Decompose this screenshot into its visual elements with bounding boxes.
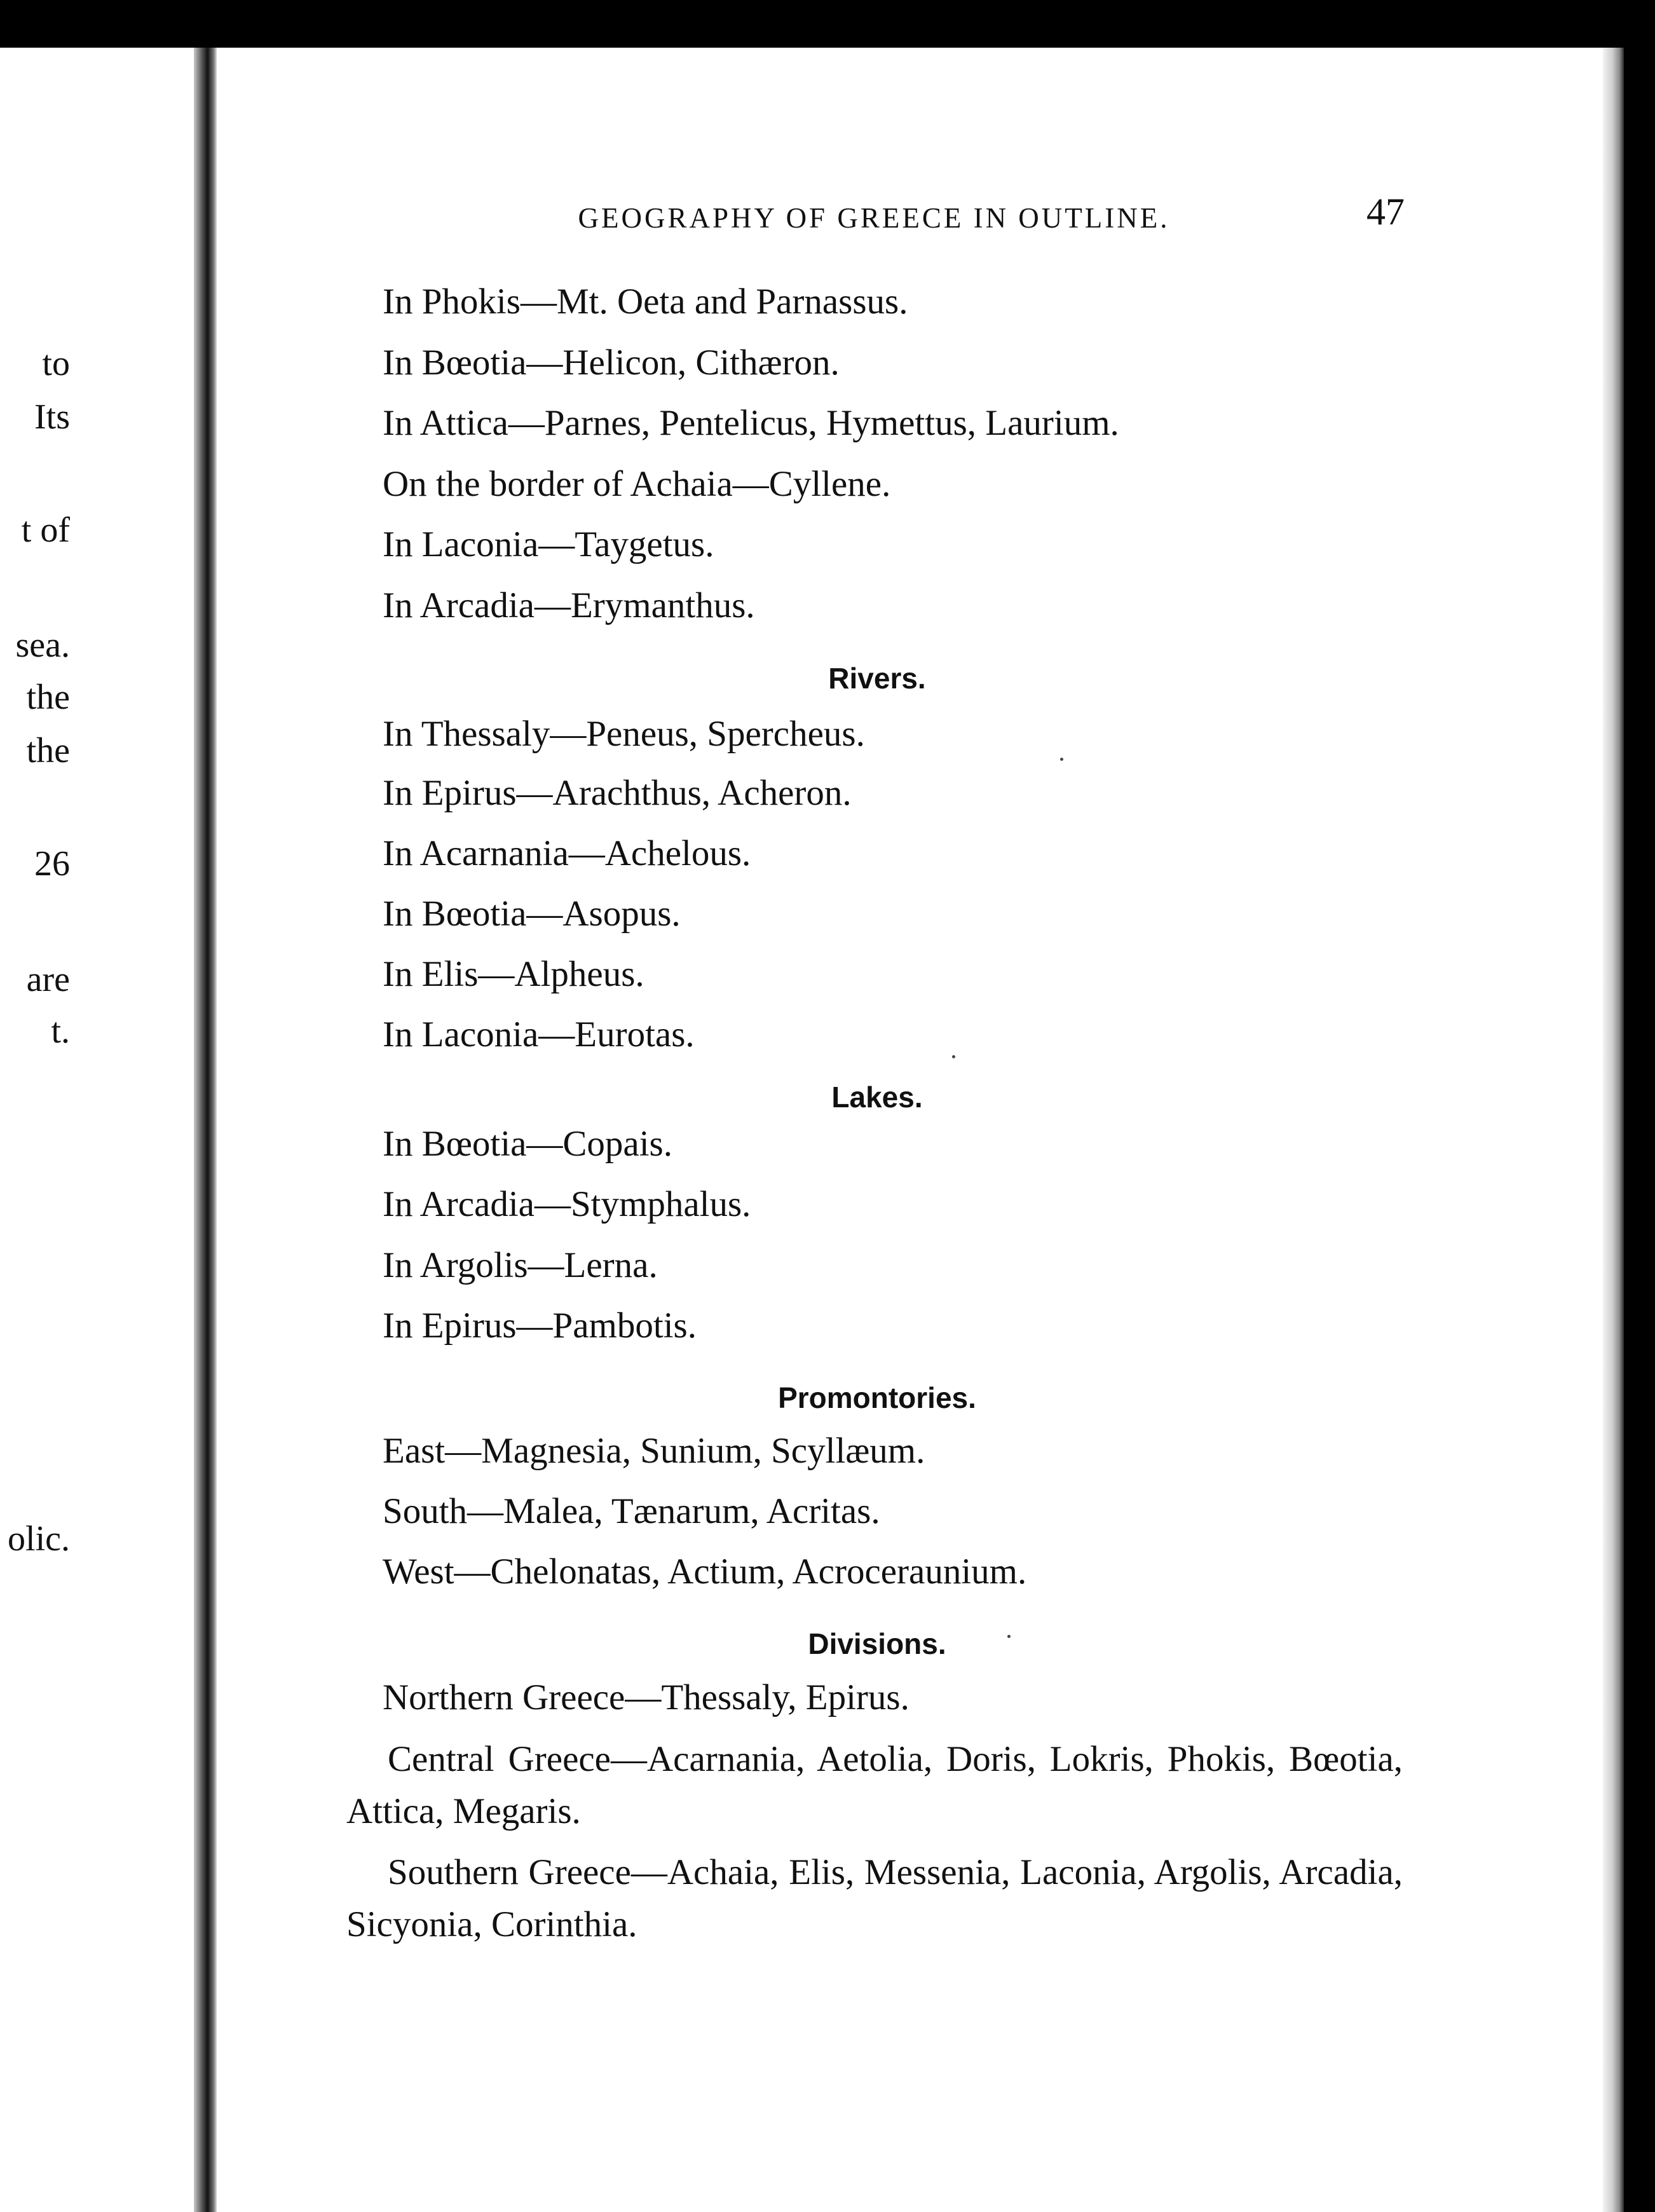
mountain-entry: In Phokis—Mt. Oeta and Parnassus. (383, 282, 908, 322)
facing-page-fragment: are (26, 960, 70, 999)
facing-page-fragment: to (42, 344, 70, 383)
division-entry-central: Central Greece—Acarnania, Aetolia, Doris, Lokris, Phokis, Bœotia, Attica, Megaris. (346, 1739, 1403, 1831)
lake-entry: In Bœotia—Copais. (383, 1124, 672, 1164)
mountain-entry: In Bœotia—Helicon, Cithæron. (383, 343, 840, 383)
promontory-entry: East—Magnesia, Sunium, Scyllæum. (383, 1431, 925, 1471)
river-entry: In Thessaly—Peneus, Spercheus. (383, 714, 865, 754)
facing-page-fragment: Its (34, 397, 70, 437)
page-edge-shadow (1603, 48, 1624, 2212)
river-entry: In Acarnania—Achelous. (383, 833, 751, 873)
section-heading-promontories: Promontories. (778, 1381, 976, 1414)
facing-page-fragment: olic. (8, 1519, 70, 1559)
mountain-entry: In Arcadia—Erymanthus. (383, 585, 755, 625)
facing-page-fragment: 26 (34, 844, 70, 884)
mountain-entry: On the border of Achaia—Cyllene. (383, 464, 891, 504)
division-entry-southern: Southern Greece—Achaia, Elis, Messenia, Laconia, Argolis, Arcadia, Sicyonia, Corinthia. (346, 1852, 1403, 1944)
river-entry: In Elis—Alpheus. (383, 954, 644, 994)
facing-page-fragment: the (26, 678, 70, 717)
running-head: GEOGRAPHY OF GREECE IN OUTLINE. (578, 202, 1170, 234)
book-gutter (194, 48, 217, 2212)
lake-entry: In Arcadia—Stymphalus. (383, 1184, 751, 1224)
section-heading-rivers: Rivers. (828, 662, 926, 695)
river-entry: In Bœotia—Asopus. (383, 894, 681, 934)
section-heading-lakes: Lakes. (831, 1081, 923, 1114)
promontory-entry: South—Malea, Tænarum, Acritas. (383, 1491, 880, 1531)
facing-page-fragment: sea. (15, 625, 70, 665)
mountain-entry: In Attica—Parnes, Pentelicus, Hymettus, Laurium. (383, 403, 1119, 443)
scan-speck (1007, 1635, 1011, 1638)
scan-speck (1060, 758, 1063, 761)
scan-right-border (1624, 48, 1655, 2212)
promontory-entry: West—Chelonatas, Actium, Acroceraunium. (383, 1552, 1027, 1592)
lake-entry: In Epirus—Pambotis. (383, 1306, 697, 1346)
division-entry-northern: Northern Greece—Thessaly, Epirus. (383, 1677, 909, 1717)
river-entry: In Epirus—Arachthus, Acheron. (383, 773, 852, 813)
facing-page-edge (0, 48, 194, 2212)
mountain-entry: In Laconia—Taygetus. (383, 524, 714, 564)
lake-entry: In Argolis—Lerna. (383, 1245, 658, 1285)
section-heading-divisions: Divisions. (808, 1627, 946, 1660)
facing-page-fragment: t of (21, 510, 70, 550)
scan-speck (952, 1055, 955, 1058)
scan-top-border (0, 0, 1655, 48)
river-entry: In Laconia—Eurotas. (383, 1014, 695, 1055)
facing-page-fragment: t. (51, 1011, 70, 1051)
facing-page-fragment: the (26, 731, 70, 770)
page-number: 47 (1366, 191, 1405, 233)
